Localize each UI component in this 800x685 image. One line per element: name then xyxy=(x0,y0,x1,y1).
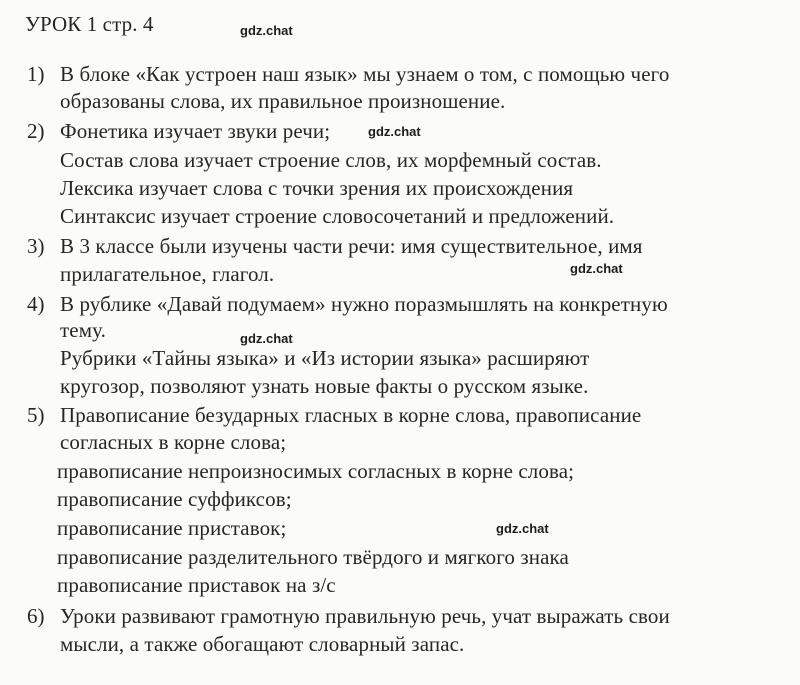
item-line: тему. xyxy=(60,318,106,342)
item-line: мысли, а также обогащают словарный запас. xyxy=(60,632,465,656)
item-line: Уроки развивают грамотную правильную речь, учат выражать свои xyxy=(60,604,670,628)
item-line: правописание суффиксов; xyxy=(57,487,292,511)
watermark: gdz.chat xyxy=(496,521,549,536)
item-line: Фонетика изучает звуки речи; xyxy=(60,119,331,143)
item-line: правописание приставок; xyxy=(57,516,287,540)
item-number: 3) xyxy=(27,234,45,258)
item-line: Рубрики «Тайны языка» и «Из истории языка» расширяют xyxy=(60,346,590,370)
page-title: УРОК 1 стр. 4 xyxy=(25,12,154,36)
watermark: gdz.chat xyxy=(368,124,421,139)
item-line: Состав слова изучает строение слов, их морфемный состав. xyxy=(60,148,602,172)
item-line: Лексика изучает слова с точки зрения их происхождения xyxy=(60,176,574,200)
item-line: прилагательное, глагол. xyxy=(60,262,275,286)
item-line: согласных в корне слова; xyxy=(60,430,287,454)
item-number: 5) xyxy=(27,403,45,427)
item-number: 4) xyxy=(27,292,45,316)
item-number: 2) xyxy=(27,119,45,143)
item-line: В блоке «Как устроен наш язык» мы узнаем о том, с помощью чего xyxy=(60,62,670,86)
watermark: gdz.chat xyxy=(240,331,293,346)
item-line: В 3 классе были изучены части речи: имя существительное, имя xyxy=(60,234,643,258)
item-line: В рублике «Давай подумаем» нужно поразмышлять на конкретную xyxy=(60,292,668,316)
watermark: gdz.chat xyxy=(570,261,623,276)
item-line: Правописание безударных гласных в корне слова, правописание xyxy=(60,403,642,427)
item-line: кругозор, позволяют узнать новые факты о русском языке. xyxy=(60,374,589,398)
item-line: правописание разделительного твёрдого и мягкого знака xyxy=(57,545,569,569)
item-line: образованы слова, их правильное произношение. xyxy=(60,89,506,113)
item-line: правописание непроизносимых согласных в корне слова; xyxy=(57,459,575,483)
watermark: gdz.chat xyxy=(240,23,293,38)
item-number: 6) xyxy=(27,604,45,628)
item-line: Синтаксис изучает строение словосочетаний и предложений. xyxy=(60,204,615,228)
item-number: 1) xyxy=(27,62,45,86)
item-line: правописание приставок на з/с xyxy=(57,573,336,597)
